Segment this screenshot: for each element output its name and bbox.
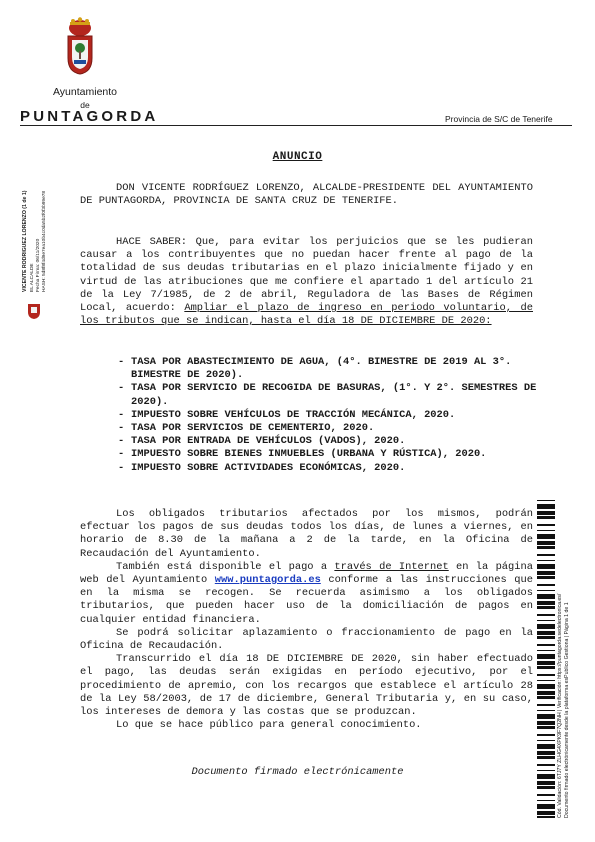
validation-code: Cód. Validación: 6TJ7Y ZLHG4XPK9F7Q2NH | Verificación: https://puntagorda.sedelectronica.es/	[557, 593, 563, 818]
municipality-name: PUNTAGORDA	[20, 108, 159, 125]
intro-text: DON VICENTE RODRÍGUEZ LORENZO, ALCALDE-PRESIDENTE DEL AYUNTAMIENTO DE PUNTAGORDA, PROVINCIA DE SANTA CRUZ DE TENERIFE.	[80, 182, 533, 208]
de-label: de	[80, 100, 90, 110]
list-item: - TASA POR SERVICIOS DE CEMENTERIO, 2020.	[118, 422, 375, 435]
hace-saber-text: HACE SABER: Que, para evitar los perjuicios que se les pudieran causar a los contribuyentes que no puedan hacer frente al pago de la totalidad de sus deudas tributarias en el plazo inicialmente fijado y en virtud de las atribuciones que me confiere el apartado 1 del artículo 21 de la Ley 7/1985, de 2 de abril, Reguladora de las Bases de Régimen Local, acuerdo:	[80, 236, 533, 315]
municipal-crest-icon	[62, 16, 98, 76]
enforcement-text: Transcurrido el día 18 DE DICIEMBRE DE 2020, sin haber efectuado el pago, las deudas serán exigidas en período ejecutivo, por el procedimiento de apremio, con los recargos que establece el artículo 28 de la Ley 58/2003, de 17 de diciembre, General Tributaria y, en su caso, los intereses de demora y las costas que se produzcan.	[80, 653, 533, 719]
ayuntamiento-label: Ayuntamiento	[52, 86, 117, 98]
signature-date: Fecha Firma: 06/11/2020	[36, 238, 41, 292]
signer-name: VICENTE RODRIGUEZ LORENZO (1 de 1)	[22, 190, 28, 292]
paragraph-body	[80, 508, 533, 732]
list-item: - IMPUESTO SOBRE VEHÍCULOS DE TRACCIÓN MECÁNICA, 2020.	[118, 408, 456, 421]
payment-hours-text: Los obligados tributarios afectados por los mismos, podrán efectuar los pagos de sus deudas todos los días, de lunes a viernes, en horario de 8.30 de la mañana a 2 de la tarde, en la Oficina de Recaudación del Ayuntamiento.	[80, 508, 533, 560]
signature-hash: HASH: 5d8f8f4d9e7ea10b4c0da5b2f0f3b99e78	[42, 190, 47, 292]
list-item: - IMPUESTO SOBRE ACTIVIDADES ECONÓMICAS, 2020.	[118, 461, 406, 474]
barcode-icon	[537, 500, 555, 818]
header-divider	[20, 125, 572, 126]
paragraph-intro	[80, 182, 533, 208]
document-title: ANUNCIO	[272, 151, 323, 163]
signer-role: EL ALCALDE	[30, 263, 35, 292]
internet-payment-paragraph: También está disponible el pago a través de Internet en la página web del Ayuntamiento www.puntagorda.es conforme a las instrucciones que en la misma se recogen. Se recuerda asimismo a los obligados tributarios, que pueden hacer uso de la domiciliación de pagos en cualquier entidad financiera.	[80, 560, 533, 626]
province-label: Provincia de S/C de Tenerife	[445, 114, 553, 124]
website-link[interactable]: www.puntagorda.es	[214, 574, 321, 587]
internet-payment-link-text: través de Internet	[334, 560, 449, 573]
electronic-signature-note: Documento firmado electrónicamente	[191, 766, 404, 778]
list-item: - IMPUESTO SOBRE BIENES INMUEBLES (URBANA Y RÚSTICA), 2020.	[118, 448, 487, 461]
signature-side-stamp	[22, 160, 48, 330]
list-item: - TASA POR SERVICIO DE RECOGIDA DE BASURAS, (1°. Y 2°. SEMESTRES DE 2020).	[118, 382, 537, 408]
list-item: - TASA POR ABASTECIMIENTO DE AGUA, (4°. BIMESTRE DE 2019 AL 3°. BIMESTRE DE 2020).	[118, 356, 512, 382]
list-item: - TASA POR ENTRADA DE VEHÍCULOS (VADOS), 2020.	[118, 435, 406, 448]
tax-list	[118, 356, 538, 475]
closing-text: Lo que se hace público para general conocimiento.	[116, 719, 422, 732]
platform-note: Documento firmado electrónicamente desde la plataforma esPublico Gestiona | Página 1 de 1	[564, 602, 570, 818]
seal-icon	[26, 302, 42, 320]
paragraph-hace-saber	[80, 236, 533, 328]
validation-stamp	[557, 500, 595, 818]
deferral-text: Se podrá solicitar aplazamiento o fraccionamiento de pago en la Oficina de Recaudación.	[80, 626, 533, 653]
ampliar-plazo-text: Ampliar el plazo de ingreso en periodo voluntario, de los tributos que se indican, hasta el día 18 DE DICIEMBRE DE 2020:	[80, 302, 533, 328]
